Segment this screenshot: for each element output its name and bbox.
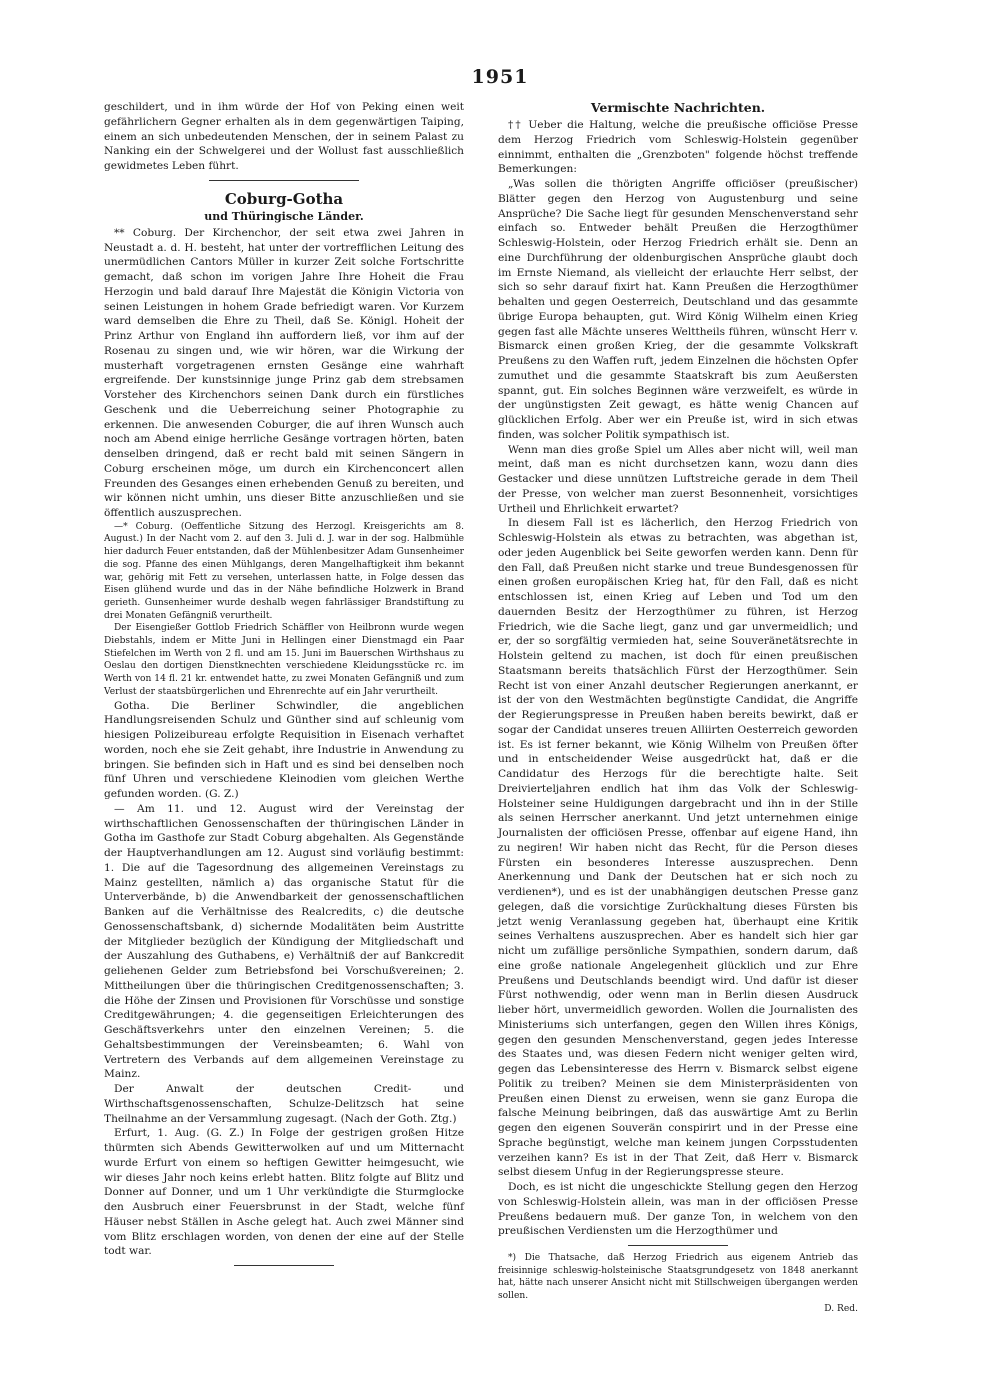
footnote-divider (628, 1245, 728, 1246)
article-quote-4: Doch, es ist nicht die ungeschickte Stellung gegen den Herzog von Schleswig-Holstein allein, was man in der officiösen Presse Preußens bedauern muß. Der ganze Ton, in welchem von den preußischen Verdiensten um die Herzogthümer und (498, 1181, 858, 1238)
left-column (104, 100, 464, 1272)
article-schaeffler: Der Eisengießer Gottlob Friedrich Schäffler von Heilbronn wurde wegen Diebstahls, indem er Mitte Juni in Hellingen einer Dienstmagd ein Paar Stiefelchen im Werth von 2 fl. und am 15. Juni im Bauerschen Wirthshaus zu Oeslau den dortigen Dienstknechten verschiedene Kleidungsstücke rc. im Werth von 14 fl. 21 kr. entwendet hatte, zu zwei Monaten Gefängniß und zum Verlust der staatsbürgerlichen und Ehrenrechte auf ein Jahr verurtheilt. (104, 623, 464, 697)
article-erfurt-gewitter: Erfurt, 1. Aug. (G. Z.) In Folge der gestrigen großen Hitze thürmten sich Abends Gewitterwolken auf und um Mitternacht wurde Erfurt von einem so heftigen Gewitter heimgesucht, wie wir dieses Jahr noch keins erlebt hatten. Blitz folgte auf Blitz und Donner auf Donner, und um 1 Uhr verkündigte die Sturmglocke den Ausbruch einer Feuersbrunst in der Stadt, welche fünf Häuser nebst Ställen in Asche gelegt hat. Auch zwei Männer sind vom Blitz erschlagen worden, von denen der eine auf der Stelle todt war. (104, 1127, 464, 1258)
article-quote-1: „Was sollen die thörigten Angriffe officiöser (preußischer) Blätter gegen den Herzog von Augustenburg und seine Ansprüche? Die Sache liegt für gesunden Menschenverstand sehr einfach so. Entweder behält Preußen die Herzogthümer Schleswig-Holstein, oder Herzog Friedrich erhält sie. Denn an eine Durchführung der oldenburgischen Ansprüche glaubt doch im Ernste Niemand, als vielleicht der erlauchte Herr selbst, der sich so sehr darauf fixirt hat. Kann Preußen die Herzogthümer behalten und gegen Oesterreich, Deutschland und das gesammte übrige Europa behaupten, gut. Wird König Wilhelm einen Krieg gegen fast alle Mächte unseres Welttheils führen, wünscht Herr v. Bismarck einen großen Krieg, der die gesammte Volkskraft Preußens zu den Waffen ruft, jedem Einzelnen die höchsten Opfer zumuthet und die gesammte Staatskraft bis zum Aeußersten spannt, gut. Ein solches Beginnen wäre verzweifelt, es würde in der ungünstigsten Zeit gewagt, es hätte wenig Chancen auf glücklichen Erfolg. Aber wer ein Preuße ist, wird in sich etwas finden, was solcher Politik sympathisch ist. (498, 178, 858, 441)
section-subtitle: und Thüringische Länder. (204, 209, 364, 223)
footnote-signature: D. Red. (824, 1303, 858, 1314)
section-divider (209, 180, 359, 181)
continuation-paragraph: geschildert, und in ihm würde der Hof von Peking einen weit gefährlichern Gegner erhalten als in dem gegenwärtigen Taiping, einem an sich unbedeutenden Menschen, der in seinem Palast zu Nanking ein der Schwelgerei und der Wollust fast ausschließlich gewidmetes Leben führt. (104, 101, 464, 172)
article-vereinstag: — Am 11. und 12. August wird der Vereinstag der wirthschaftlichen Genossenschaften der thüringischen Länder in Gotha im Gasthofe zur Stadt Coburg abgehalten. Als Gegenstände der Hauptverhandlungen am 12. August sind vorläufig bestimmt: 1. Die auf die Tagesordnung des allgemeinen Vereinstags zu Mainz gestellten, nämlich a) das organische Statut für die Unterverbände, b) die Anwendbarkeit der genossenschaftlichen Banken auf die Verhältnisse des Realcredits, c) die deutsche Genossenschaftsbank, d) sichernde Modalitäten beim Austritte der Mitglieder bezüglich der Kündigung der Mitgliedschaft und der Auszahlung des Guthabens, e) Verhältniß der auf Bankcredit geliehenen Gelder zum Betriebsfond bei Vorschußvereinen; 2. Mittheilungen über die thüringischen Creditgenossenschaften; 3. die Höhe der Zinsen und Provisionen für Vorschüsse und sonstige Creditgewährungen; 4. die gegenseitigen Erleichterungen des Geschäftsverkehrs unter den einzelnen Vereinen; 5. die Gehaltsbestimmungen der Vereinsbeamten; 6. Wahl von Vertretern des Verbands auf dem allgemeinen Vereinstage zu Mainz. (104, 802, 464, 1081)
article-quote-3: In diesem Fall ist es lächerlich, den Herzog Friedrich von Schleswig-Holstein als etwas zu betrachten, was abgethan ist, oder jeden Augenblick bei Seite geworfen werden kann. Denn für den Fall, daß Preußen nicht starke und treue Bundesgenossen für einen großen europäischen Krieg hat, für den Fall, daß es nicht entschlossen ist, einen Krieg auf Leben und Tod um den dauernden Besitz der Herzogthümer zu führen, ist Herzog Friedrich, wie die Sache liegt, ganz und gar unvermeidlich; und er, der so sorgfältig vermieden hat, seine Souveränetätsrechte in Holstein geltend zu machen, ist doch für einen preußischen Staatsmann bereits thatsächlich Fürst der Herzogthümer. Sein Recht ist von einer Anzahl deutscher Regierungen anerkannt, er ist der von den Westmächten begünstigte Candidat, die Angriffe der Regierungspresse in Preußen haben bereits bewirkt, daß er sogar der Candidat unseres treuen Alliirten Oesterreich geworden ist. Es ist ferner bekannt, wie König Wilhelm von Preußen öfter und in entscheidender Weise ausgedrückt hat, daß er die Candidatur des Herzogs für die berechtigte halte. Seit Dreivierteljahren endlich hat ihm das Volk der Schleswig-Holsteiner seine Huldigungen dargebracht und ihn in der Stille als seinen Herrscher anerkannt. Und jetzt unternehmen einige Journalisten der officiösen Presse, offenbar auf eigene Hand, ihn zu negiren! Wir haben nicht das Recht, für die Person dieses Fürsten ein besonderes Interesse auszusprechen. Denn Anerkennung und Dank der Deutschen hat er sich noch zu verdienen*), und es ist der unabhängigen deutschen Presse ganz gelegen, daß die vorsichtige Zurückhaltung dieses Fürsten bis jetzt wenig Veranlassung gegeben hat, überhaupt eine Kritik seines Verhaltens auszusprechen. Aber es handelt sich hier gar nicht um zufällige persönliche Sympathien, sondern darum, daß eine große nationale Angelegenheit glücklich und zur Ehre Preußens und Deutschlands beendigt wird. Und dafür ist dieser Fürst nothwendig, oder wenn man in Berlin diesen Ausdruck lieber hört, unvermeidlich geworden. Wollen die Journalisten des Ministeriums sich unterfangen, gegen den Willen ihres Königs, gegen den gesunden Menschenverstand, gegen jedes Interesse des Staates und, was diesen Federn nicht weniger gelten wird, gegen das Lebensinteresse des Herrn v. Bismarck selbst eigene Politik zu treiben? Meinen sie dem Ministerpräsidenten von Preußen einen Dienst zu erweisen, wenn sie ganz Europa die falsche Meinung beibringen, daß das auswärtige Amt zu Berlin gegen den eigenen Souverän conspirirt und in der Presse eine Sprache begünstigt, welche man keinem jungen Corpsstudenten verzeihen kann? Es ist in der That Zeit, daß Herr v. Bismarck selbst diesem Unfug in der Regierungspresse steure. (498, 517, 858, 1179)
article-gotha-schwindler: Gotha. Die Berliner Schwindler, die angeblichen Handlungsreisenden Schulz und Günther sind auf schleunig vom hiesigen Polizeibureau erfolgte Requisition in Eisenach verhaftet worden, noch ehe sie Zeit gehabt, ihre Industrie in Anwendung zu bringen. Sie befinden sich in Haft und es sind bei denselben noch fünf Uhren und verschiedene Kleinodien vom gleichen Werthe gefunden worden. (G. Z.) (104, 699, 464, 801)
article-anwalt: Der Anwalt der deutschen Credit- und Wirthschaftsgenossenschaften, Schulze-Delitzsch hat seine Theilnahme an der Versammlung zugesagt. (Nach der Goth. Ztg.) (104, 1083, 464, 1125)
article-coburg-kreisgericht: —* Coburg. (Oeffentliche Sitzung des Herzogl. Kreisgerichts am 8. August.) In der Nacht vom 2. auf den 3. Juli d. J. war in der sog. Halbmühle hier dadurch Feuer entstanden, daß der Mühlenbesitzer Adam Gunsenheimer die sog. Pfanne des einen Mühlgangs, deren Mangelhaftigkeit ihm bekannt war, gehörig mit Fett zu versehen, unterlassen hatte, in Folge dessen das Eisen glühend wurde und das in der Nähe befindliche Holzwerk in Brand gerieth. Gunsenheimer wurde deshalb wegen fahrlässiger Brandstiftung zu drei Monaten Gefängniß verurtheilt. (104, 521, 464, 621)
footnote: *) Die Thatsache, daß Herzog Friedrich aus eigenem Antrieb das freisinnige schleswig-holsteinische Staatsgrundgesetz von 1848 anerkannt hat, hätte nach unserer Ansicht nicht mit Stillschweigen übergangen werden sollen. (498, 1253, 858, 1302)
article-intro: †† Ueber die Haltung, welche die preußische officiöse Presse dem Herzog Friedrich vom Schleswig-Holstein gegenüber einnimmt, enthalten die „Grenzboten" folgende höchst treffende Bemerkungen: (498, 119, 858, 176)
article-quote-2: Wenn man dies große Spiel um Alles aber nicht will, weil man meint, daß man es nicht durchsetzen kann, wozu dann dies Gestacker und diese unnützen Luftstreiche gerade in dem Theil der Presse, von welcher man zuerst Besonnenheit, vorsichtiges Urtheil und Ehrlichkeit erwartet? (498, 443, 858, 515)
right-column (498, 100, 858, 1316)
section-heading-vermischte: Vermischte Nachrichten. (590, 100, 766, 115)
end-divider (234, 1265, 334, 1266)
page-number: 1951 (471, 66, 529, 88)
article-coburg-kirchenchor: ** Coburg. Der Kirchenchor, der seit etwa zwei Jahren in Neustadt a. d. H. besteht, hat unter der vortrefflichen Leitung des unermüdlichen Cantors Müller in kurzer Zeit solche Fortschritte gemacht, daß schon im vorigen Jahre Ihre Hoheit die Frau Herzogin und bald darauf Ihre Majestät die Königin Victoria von seinen Leistungen in hohem Grade befriedigt waren. Vor Kurzem ward demselben die Ehre zu Theil, daß Se. Königl. Hoheit der Prinz Arthur von England ihn auffordern ließ, vor ihm auf der Rosenau zu singen und, wie wir hören, war die Wirkung der musterhaft vorgetragenen ernsten Gesänge eine wahrhaft ergreifende. Der kunstsinnige junge Prinz gab dem strebsamen Vorsteher des Kirchenchors seinen Dank durch ein fürstliches Geschenk und die Ueberreichung seiner Photographie zu erkennen. Die anwesenden Coburger, die auf ihren Wunsch auch noch am Abend einige herrliche Gesänge vortragen hörten, baten denselben dringend, daß er recht bald mit seinen Sängern in Coburg erscheinen möge, um durch ein Kirchenconcert allen Freunden des Gesanges einen erhebenden Genuß zu bereiten, und wir können nicht umhin, uns dieser Bitte anzuschließen und sie öffentlich auszusprechen. (104, 226, 464, 519)
section-title: Coburg-Gotha (224, 189, 344, 208)
